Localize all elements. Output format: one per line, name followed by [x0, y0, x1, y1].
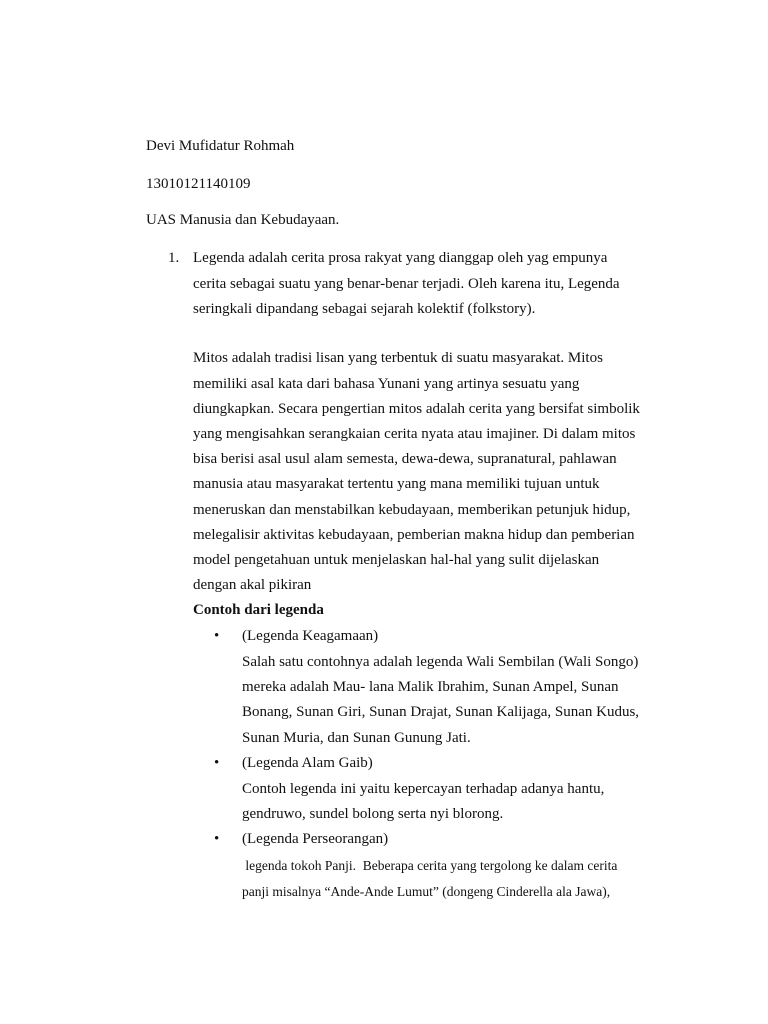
bullet-line: Sunan Muria, dan Sunan Gunung Jati. [242, 730, 471, 746]
mitos-line: melegalisir aktivitas kebudayaan, pemberian makna hidup dan pemberian [193, 527, 635, 543]
student-id: 13010121140109 [146, 176, 251, 192]
mitos-line: diungkapkan. Secara pengertian mitos adalah cerita yang bersifat simbolik [193, 401, 640, 417]
bullet-icon: • [214, 628, 220, 644]
mitos-line: yang mengisahkan serangkaian cerita nyata atau imajiner. Di dalam mitos [193, 426, 636, 442]
bullet-line: legenda tokoh Panji. Beberapa cerita yang tergolong ke dalam cerita [242, 858, 618, 873]
mitos-line: bisa berisi asal usul alam semesta, dewa-dewa, supranatural, pahlawan [193, 451, 617, 467]
bullet-line: Salah satu contohnya adalah legenda Wali Sembilan (Wali Songo) [242, 654, 639, 670]
mitos-line: dengan akal pikiran [193, 577, 312, 593]
bullet-title: (Legenda Alam Gaib) [242, 755, 373, 771]
mitos-line: Mitos adalah tradisi lisan yang terbentuk di suatu masyarakat. Mitos [193, 350, 603, 366]
list-number: 1. [168, 250, 180, 266]
mitos-line: manusia atau masyarakat tertentu yang mana memiliki tujuan untuk [193, 476, 600, 492]
author-name: Devi Mufidatur Rohmah [146, 138, 295, 154]
document-title: UAS Manusia dan Kebudayaan. [146, 212, 340, 228]
bullet-icon: • [214, 831, 220, 847]
bullet-line: panji misalnya “Ande-Ande Lumut” (dongeng Cinderella ala Jawa), [242, 884, 611, 899]
legenda-line: cerita sebagai suatu yang benar-benar terjadi. Oleh karena itu, Legenda [193, 276, 620, 292]
contoh-heading: Contoh dari legenda [193, 602, 324, 618]
bullet-line: gendruwo, sundel bolong serta nyi blorong. [242, 806, 504, 822]
bullet-title: (Legenda Keagamaan) [242, 628, 379, 644]
mitos-line: meneruskan dan menstabilkan kebudayaan, memberikan petunjuk hidup, [193, 502, 631, 518]
bullet-title: (Legenda Perseorangan) [242, 831, 389, 847]
bullet-line: Bonang, Sunan Giri, Sunan Drajat, Sunan Kalijaga, Sunan Kudus, [242, 704, 640, 720]
mitos-line: model pengetahuan untuk menjelaskan hal-hal yang sulit dijelaskan [193, 552, 600, 568]
bullet-icon: • [214, 755, 220, 771]
bullet-line: Contoh legenda ini yaitu kepercayan terhadap adanya hantu, [242, 781, 605, 797]
legenda-line: Legenda adalah cerita prosa rakyat yang dianggap oleh yag empunya [193, 250, 608, 266]
mitos-line: memiliki asal kata dari bahasa Yunani yang artinya sesuatu yang [193, 376, 580, 392]
legenda-line: seringkali dipandang sebagai sejarah kolektif (folkstory). [193, 301, 536, 317]
bullet-line: mereka adalah Mau- lana Malik Ibrahim, Sunan Ampel, Sunan [242, 679, 619, 695]
